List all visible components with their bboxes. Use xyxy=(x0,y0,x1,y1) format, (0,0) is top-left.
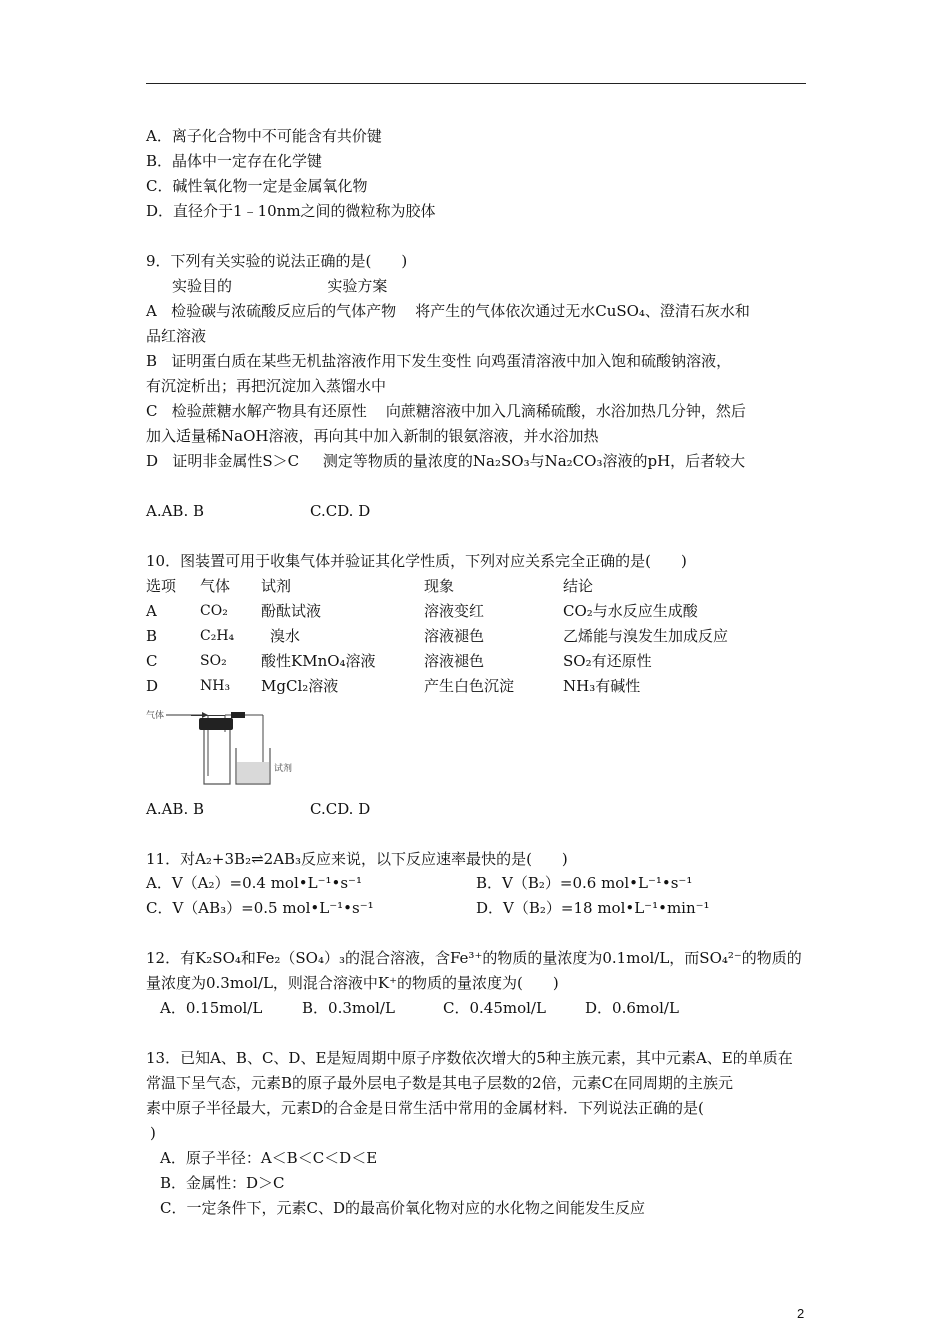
q10-row-b-reagent: 溴水 xyxy=(270,627,301,645)
q10-row-c-option: C xyxy=(146,652,158,670)
q11-stem: 11．对A₂+3B₂⇌2AB₃反应来说，以下反应速率最快的是( ) xyxy=(146,850,568,868)
q8-option-d: D．直径介于1﹣10nm之间的微粒称为胶体 xyxy=(146,202,436,220)
q12-option-d: D．0.6mol/L xyxy=(585,999,679,1017)
q9-stem: 9．下列有关实验的说法正确的是( ) xyxy=(146,252,408,270)
q12-option-b: B．0.3mol/L xyxy=(302,999,395,1017)
q9-row-a-line2: 品红溶液 xyxy=(146,327,207,345)
q9-row-b-line2: 有沉淀析出；再把沉淀加入蒸馏水中 xyxy=(146,377,387,395)
q8-option-b: B．晶体中一定存在化学键 xyxy=(146,152,323,170)
q10-col-conclusion: 结论 xyxy=(563,577,594,595)
q10-row-b-conclusion: 乙烯能与溴发生加成反应 xyxy=(563,627,729,645)
q10-row-d-option: D xyxy=(146,677,159,695)
q10-row-c-phenomenon: 溶液褪色 xyxy=(424,652,485,670)
q12-stem-line1: 12．有K₂SO₄和Fe₂（SO₄）₃的混合溶液，含Fe³⁺的物质的量浓度为0.1mol/L，而SO₄²⁻的物质的 xyxy=(146,949,802,967)
q10-col-option: 选项 xyxy=(146,577,177,595)
q9-row-b-line1: B 证明蛋白质在某些无机盐溶液作用下发生变性 向鸡蛋清溶液中加入饱和硫酸钠溶液， xyxy=(146,352,732,370)
q11-option-a: A．V（A₂）=0.4 mol•L⁻¹•s⁻¹ xyxy=(146,874,362,892)
q10-row-c-reagent: 酸性KMnO₄溶液 xyxy=(261,652,376,670)
header-rule xyxy=(146,83,806,84)
q13-stem-line4: ) xyxy=(150,1124,156,1142)
q10-row-a-option: A xyxy=(146,602,157,620)
q10-row-c-gas: SO₂ xyxy=(200,653,227,669)
q10-row-b-gas: C₂H₄ xyxy=(200,628,235,644)
q13-option-b: B．金属性：D＞C xyxy=(160,1174,285,1192)
q10-col-reagent: 试剂 xyxy=(261,577,292,595)
q10-row-a-reagent: 酚酞试液 xyxy=(261,602,322,620)
q10-row-c-conclusion: SO₂有还原性 xyxy=(563,652,652,670)
q11-option-c: C．V（AB₃）=0.5 mol•L⁻¹•s⁻¹ xyxy=(146,899,374,917)
q13-stem-line3: 素中原子半径最大，元素D的合金是日常生活中常用的金属材料．下列说法正确的是( xyxy=(146,1099,704,1117)
q9-row-d-line1: D 证明非金属性S＞C 测定等物质的量浓度的Na₂SO₃与Na₂CO₃溶液的pH，后者较大 xyxy=(146,452,746,470)
q11-option-b: B．V（B₂）=0.6 mol•L⁻¹•s⁻¹ xyxy=(476,874,693,892)
q13-option-a: A．原子半径：A＜B＜C＜D＜E xyxy=(160,1149,378,1167)
figure-label-gas: 气体 xyxy=(146,710,165,720)
q10-row-d-phenomenon: 产生白色沉淀 xyxy=(424,677,515,695)
q10-row-a-phenomenon: 溶液变红 xyxy=(424,602,485,620)
q10-row-d-conclusion: NH₃有碱性 xyxy=(563,677,641,695)
q9-answer-ab: A.AB. B xyxy=(146,502,205,520)
q10-col-phenomenon: 现象 xyxy=(424,577,455,595)
q12-option-c: C．0.45mol/L xyxy=(443,999,546,1017)
q9-row-c-line2: 加入适量稀NaOH溶液，再向其中加入新制的银氨溶液，并水浴加热 xyxy=(146,427,599,445)
q10-answer-ab: A.AB. B xyxy=(146,800,205,818)
bottle-stopper xyxy=(199,718,233,730)
q9-answer-cd: C.CD. D xyxy=(310,502,371,520)
q10-answer-cd: C.CD. D xyxy=(310,800,371,818)
q8-option-a: A．离子化合物中不可能含有共价键 xyxy=(146,127,382,145)
q9-table-header: 实验目的 实验方案 xyxy=(172,277,388,295)
q10-col-gas: 气体 xyxy=(200,577,231,595)
gas-collection-apparatus-figure xyxy=(146,708,293,788)
q10-row-a-gas: CO₂ xyxy=(200,603,228,619)
q10-stem: 10．图装置可用于收集气体并验证其化学性质，下列对应关系完全正确的是( ) xyxy=(146,552,687,570)
q10-row-b-phenomenon: 溶液褪色 xyxy=(424,627,485,645)
q13-option-c: C．一定条件下，元素C、D的最高价氧化物对应的水化物之间能发生反应 xyxy=(160,1199,645,1217)
q12-stem-line2: 量浓度为0.3mol/L，则混合溶液中K⁺的物质的量浓度为( ) xyxy=(146,974,559,992)
outlet-connector xyxy=(231,712,245,718)
q13-stem-line2: 常温下呈气态，元素B的原子最外层电子数是其电子层数的2倍，元素C在同周期的主族元 xyxy=(146,1074,734,1092)
q10-row-d-gas: NH₃ xyxy=(200,678,231,694)
q10-row-d-reagent: MgCl₂溶液 xyxy=(261,677,339,695)
figure-label-reagent: 试剂 xyxy=(274,763,293,773)
beaker-liquid xyxy=(237,762,269,783)
page-number: 2 xyxy=(797,1306,805,1321)
q9-row-a-line1: A 检验碳与浓硫酸反应后的气体产物 将产生的气体依次通过无水CuSO₄、澄清石灰水和 xyxy=(146,302,750,320)
q12-option-a: A．0.15mol/L xyxy=(160,999,263,1017)
q13-stem-line1: 13．已知A、B、C、D、E是短周期中原子序数依次增大的5种主族元素，其中元素A、E的单质在 xyxy=(146,1049,793,1067)
q9-row-c-line1: C 检验蔗糖水解产物具有还原性 向蔗糖溶液中加入几滴稀硫酸，水浴加热几分钟，然后 xyxy=(146,402,746,420)
q11-option-d: D．V（B₂）=18 mol•L⁻¹•min⁻¹ xyxy=(476,899,710,917)
q10-row-a-conclusion: CO₂与水反应生成酸 xyxy=(563,602,698,620)
q10-row-b-option: B xyxy=(146,627,158,645)
q8-option-c: C．碱性氧化物一定是金属氧化物 xyxy=(146,177,368,195)
